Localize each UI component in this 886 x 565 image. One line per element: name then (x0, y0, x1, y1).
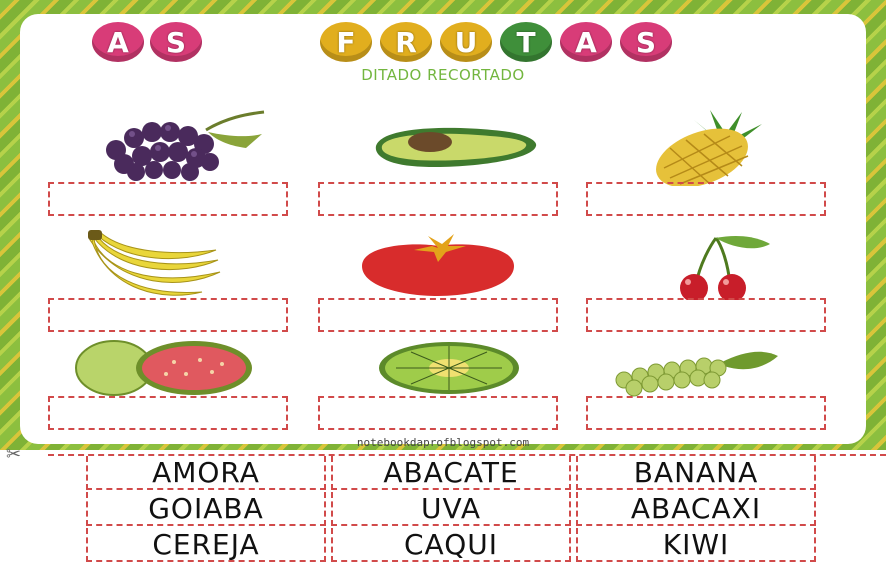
word-card[interactable]: CAQUI (331, 528, 571, 562)
answer-box[interactable] (318, 396, 558, 430)
word-card[interactable]: ABACAXI (576, 492, 816, 526)
title-letter: R (380, 22, 432, 62)
answer-box[interactable] (318, 182, 558, 216)
cherry-icon (666, 234, 776, 300)
guava-icon (74, 338, 256, 398)
answer-box[interactable] (586, 396, 826, 430)
banana-icon (82, 230, 226, 300)
word-card[interactable]: GOIABA (86, 492, 326, 526)
answer-box[interactable] (48, 396, 288, 430)
word-card[interactable]: AMORA (86, 456, 326, 490)
title-letter: A (92, 22, 144, 62)
answer-box[interactable] (318, 298, 558, 332)
word-card[interactable]: KIWI (576, 528, 816, 562)
pineapple-icon (650, 108, 770, 186)
word-card[interactable]: BANANA (576, 456, 816, 490)
subtitle: DITADO RECORTADO (361, 66, 525, 84)
title-letter: F (320, 22, 372, 62)
page-title (0, 10, 886, 66)
tomato-icon (358, 232, 518, 298)
answer-box[interactable] (48, 298, 288, 332)
answer-box[interactable] (586, 182, 826, 216)
word-card[interactable]: ABACATE (331, 456, 571, 490)
word-card[interactable]: CEREJA (86, 528, 326, 562)
answer-box[interactable] (586, 298, 826, 332)
title-letter: A (560, 22, 612, 62)
scissors-icon: ✂ (6, 444, 22, 465)
title-letter: S (150, 22, 202, 62)
word-card[interactable]: UVA (331, 492, 571, 526)
answer-box[interactable] (48, 182, 288, 216)
blackberry-icon (96, 108, 266, 182)
kiwi-icon (376, 340, 522, 396)
credit-url: notebookdaprofblogspot.com (356, 436, 530, 449)
avocado-icon (372, 122, 542, 172)
title-letter: S (620, 22, 672, 62)
title-letter: U (440, 22, 492, 62)
title-letter: T (500, 22, 552, 62)
grapes-icon (612, 342, 782, 398)
word-cards (86, 456, 816, 564)
